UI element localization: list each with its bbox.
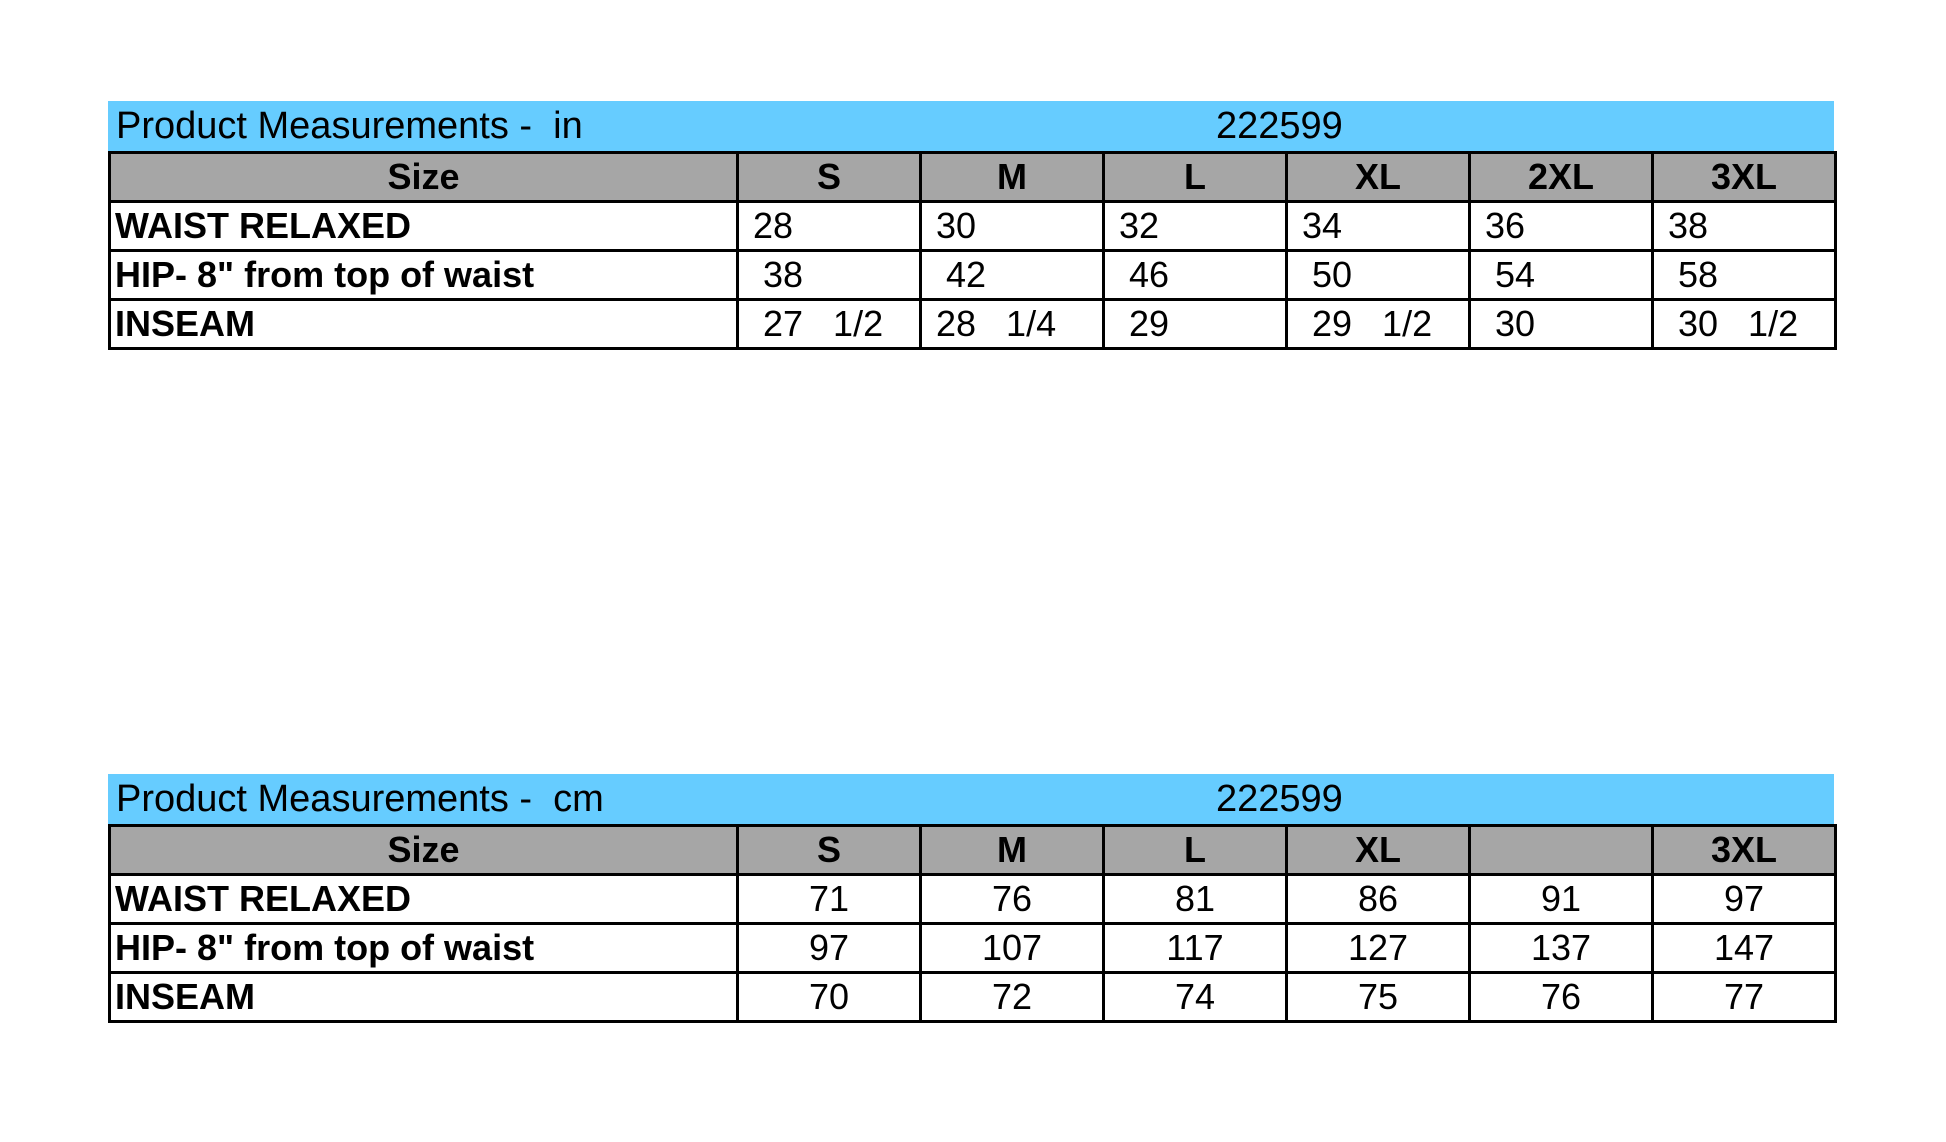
size-col-header: S (738, 826, 921, 875)
measurement-cell: 58 (1653, 251, 1836, 300)
measurement-cell: 30 (1470, 300, 1653, 349)
measurement-cell: 72 (921, 973, 1104, 1022)
measurement-cell: 74 (1104, 973, 1287, 1022)
size-header: Size (110, 153, 738, 202)
size-col-header (1470, 826, 1653, 875)
table-row (110, 300, 1836, 349)
size-col-header: 3XL (1653, 826, 1836, 875)
measurements-grid (108, 824, 1837, 1023)
table-row (110, 251, 1836, 300)
measurement-cell: 29 (1104, 300, 1287, 349)
table-row (110, 202, 1836, 251)
measurements-table-inches (108, 101, 1834, 350)
measurements-grid (108, 151, 1837, 350)
measurement-cell: 81 (1104, 875, 1287, 924)
measurement-cell: 50 (1287, 251, 1470, 300)
measurement-cell: 30 1/2 (1653, 300, 1836, 349)
measurement-cell: 97 (1653, 875, 1836, 924)
measurement-cell: 86 (1287, 875, 1470, 924)
measurement-cell: 54 (1470, 251, 1653, 300)
table-row (110, 924, 1836, 973)
row-label: WAIST RELAXED (110, 875, 738, 924)
row-label: INSEAM (110, 300, 738, 349)
measurement-cell: 147 (1653, 924, 1836, 973)
header-row (110, 153, 1836, 202)
row-label: HIP- 8" from top of waist (110, 251, 738, 300)
measurement-cell: 77 (1653, 973, 1836, 1022)
measurement-cell: 107 (921, 924, 1104, 973)
row-label: INSEAM (110, 973, 738, 1022)
measurement-cell: 76 (1470, 973, 1653, 1022)
size-col-header: 3XL (1653, 153, 1836, 202)
size-col-header: M (921, 826, 1104, 875)
table-title-bar (108, 101, 1834, 151)
measurement-cell: 117 (1104, 924, 1287, 973)
measurement-cell: 34 (1287, 202, 1470, 251)
table-row (110, 875, 1836, 924)
header-row (110, 826, 1836, 875)
size-col-header: S (738, 153, 921, 202)
measurement-cell: 46 (1104, 251, 1287, 300)
size-col-header: XL (1287, 153, 1470, 202)
measurement-cell: 38 (738, 251, 921, 300)
measurement-cell: 97 (738, 924, 921, 973)
measurement-cell: 32 (1104, 202, 1287, 251)
table-row (110, 973, 1836, 1022)
measurement-cell: 91 (1470, 875, 1653, 924)
measurement-cell: 36 (1470, 202, 1653, 251)
measurement-cell: 76 (921, 875, 1104, 924)
row-label: WAIST RELAXED (110, 202, 738, 251)
size-col-header: L (1104, 826, 1287, 875)
measurement-cell: 28 (738, 202, 921, 251)
measurement-cell: 30 (921, 202, 1104, 251)
measurements-table-cm (108, 774, 1834, 1023)
size-col-header: M (921, 153, 1104, 202)
measurement-cell: 137 (1470, 924, 1653, 973)
row-label: HIP- 8" from top of waist (110, 924, 738, 973)
style-code: 222599 (1216, 105, 1343, 147)
measurement-cell: 127 (1287, 924, 1470, 973)
measurement-cell: 75 (1287, 973, 1470, 1022)
style-code: 222599 (1216, 778, 1343, 820)
measurement-cell: 27 1/2 (738, 300, 921, 349)
size-col-header: XL (1287, 826, 1470, 875)
measurement-cell: 42 (921, 251, 1104, 300)
measurement-cell: 70 (738, 973, 921, 1022)
table-title-bar (108, 774, 1834, 824)
size-col-header: 2XL (1470, 153, 1653, 202)
measurement-cell: 29 1/2 (1287, 300, 1470, 349)
table-title: Product Measurements - cm (116, 778, 604, 820)
measurement-cell: 38 (1653, 202, 1836, 251)
table-title: Product Measurements - in (116, 105, 583, 147)
size-col-header: L (1104, 153, 1287, 202)
measurement-cell: 71 (738, 875, 921, 924)
measurement-cell: 28 1/4 (921, 300, 1104, 349)
size-header: Size (110, 826, 738, 875)
